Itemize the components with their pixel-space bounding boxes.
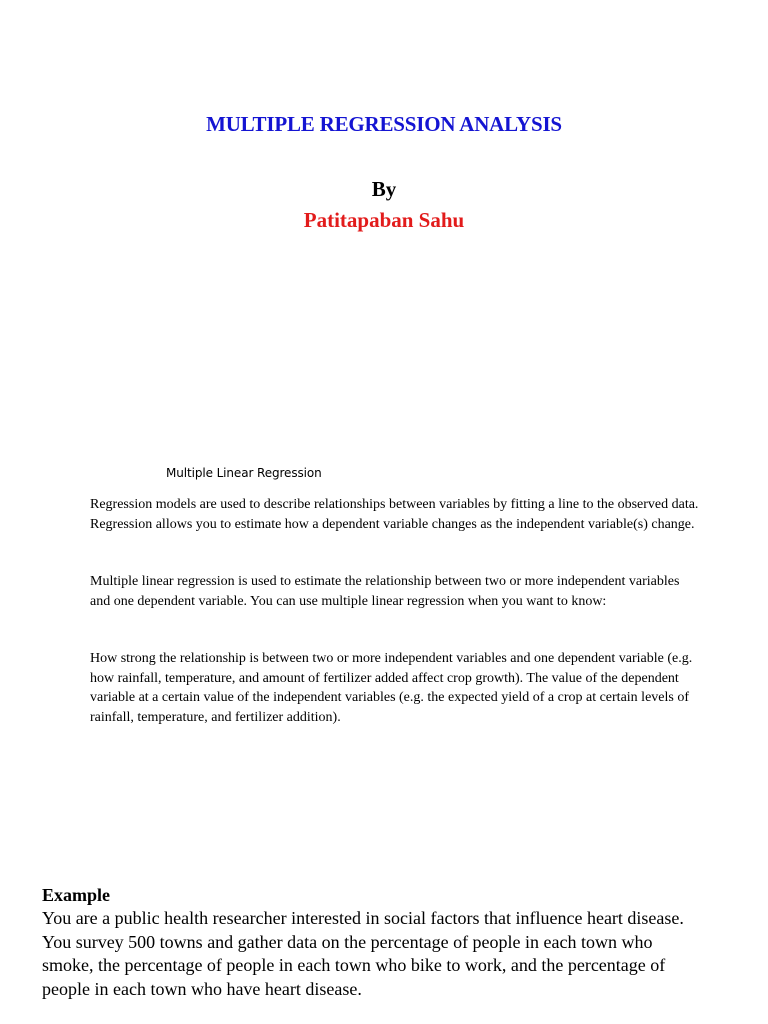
paragraph-definition: Multiple linear regression is used to estimate the relationship between two or more independent variables and one dependent variable. You can use multiple linear regression when you want to know: [90, 574, 680, 609]
paragraph-intro: Regression models are used to describe relationships between variables by fitting a line to the observed data. Regression allows you to estimate how a dependent variable changes as the independent variable(s) change. [90, 497, 699, 532]
example-text: You are a public health researcher interested in social factors that influence heart disease. You survey 500 towns and gather data on the percentage of people in each town who smoke, the percentage of people in each town who bike to work, and the percentage of people in each town who have heart disease. [42, 908, 684, 999]
example-heading: Example [42, 885, 111, 905]
byline-label: By [371, 177, 397, 201]
paragraph-uses: How strong the relationship is between two or more independent variables and one dependent variable (e.g. how rainfall, temperature, and amount of fertilizer added affect crop growth). The value of the dependent variable at a certain value of the independent variables (e.g. the expected yield of a crop at certain levels of rainfall, temperature, and fertilizer addition). [90, 651, 693, 725]
document-title: MULTIPLE REGRESSION ANALYSIS [206, 112, 562, 136]
section-heading: Multiple Linear Regression [166, 466, 322, 480]
author-name: Patitapaban Sahu [303, 208, 465, 232]
